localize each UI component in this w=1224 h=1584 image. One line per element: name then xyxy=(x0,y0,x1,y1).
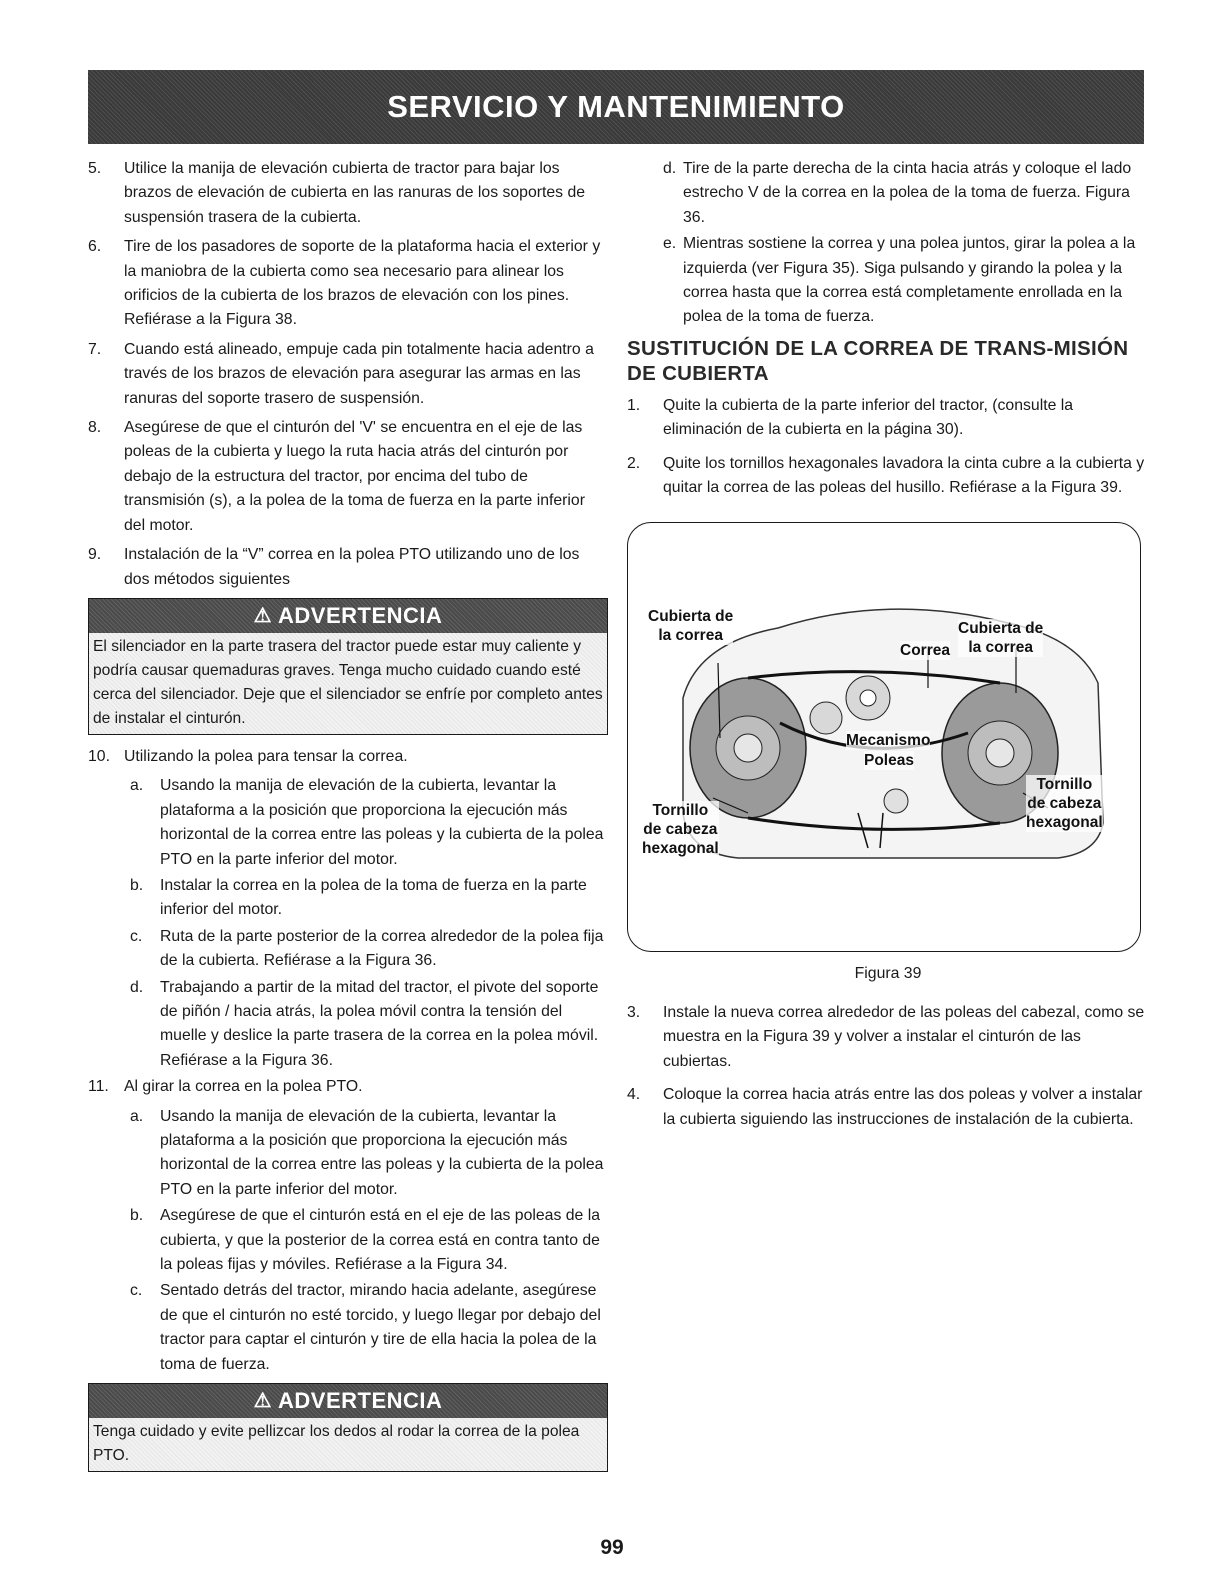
list-item xyxy=(88,745,608,769)
step-number: 4. xyxy=(627,1086,641,1104)
sub-item xyxy=(627,157,1149,230)
sub-letter: d. xyxy=(130,978,144,996)
step-number: 5. xyxy=(88,160,102,177)
step-number: 10. xyxy=(88,747,110,765)
sub-text: Usando la manija de elevación de la cubierta, levantar la plataforma a la posición que proporciona la ejecución más horizontal de la correa entre las poleas y la cubierta de la polea PTO en la parte inferior del motor. xyxy=(160,1107,604,1198)
step-number: 2. xyxy=(627,454,641,472)
label-line: hexagonal xyxy=(1026,814,1103,832)
right-spindle xyxy=(986,739,1014,767)
label-line: Cubierta de xyxy=(648,608,734,626)
warning-header xyxy=(89,1384,607,1418)
sub-text: Mientras sostiene la correa y una polea juntos, girar la polea a la izquierda (ver Figura 35). Siga pulsando y girando la polea y la correa hasta que la correa está completamente enrollada en la polea de la toma de fuerza. xyxy=(683,235,1136,326)
step-text: Tire de los pasadores de soporte de la plataforma hacia el exterior y la maniobra de la cubierta como sea necesario para alinear los orificios de la cubierta de los brazos de elevación con los pines. Refiérase a la Figura 38. xyxy=(124,238,601,329)
page-number: 99 xyxy=(600,1536,624,1559)
label-line: la correa xyxy=(968,639,1033,657)
step-text: Cuando está alineado, empuje cada pin totalmente hacia adentro a través de los brazos de elevación para asegurar las armas en las ranuras del soporte trasero de suspensión. xyxy=(124,340,594,407)
warning-header xyxy=(89,599,607,633)
left-column xyxy=(88,157,608,1482)
list-item xyxy=(627,1083,1149,1132)
header-banner xyxy=(88,70,1144,144)
list-item xyxy=(627,1001,1149,1074)
sub-letter: d. xyxy=(663,160,677,177)
label-belt: Correa xyxy=(900,642,950,660)
sub-letter: a. xyxy=(130,777,144,795)
label-line: la correa xyxy=(658,627,723,645)
warning-text: El silenciador en la parte trasera del tractor puede estar muy caliente y podría causar quemaduras graves. Tenga mucho cuidado cuando esté cerca del silenciador. Deje que el silenciador se enfríe por completo antes de instalar el cinturón. xyxy=(89,633,607,734)
label-screw-right xyxy=(1026,775,1103,832)
idler-hub-top xyxy=(860,690,876,706)
step-number: 8. xyxy=(88,419,102,437)
sub-letter: b. xyxy=(130,1207,144,1225)
sub-letter: b. xyxy=(130,876,144,894)
sub-letter: e. xyxy=(663,235,677,253)
step-number: 1. xyxy=(627,396,641,414)
step-text: Quite la cubierta de la parte inferior del tractor, (consulte la eliminación de la cubierta en la página 30). xyxy=(663,396,1074,439)
step-text: Asegúrese de que el cinturón del 'V' se encuentra en el eje de las poleas de la cubierta y luego la ruta hacia atrás del cinturón por debajo de la estructura del tractor, por encima del tubo de transmisión (s), a la polea de la toma de fuerza en la parte inferior del motor. xyxy=(124,419,585,534)
sub-text: Instalar la correa en la polea de la toma de fuerza en la parte inferior del motor. xyxy=(160,876,587,919)
step-text: Instalación de la “V” correa en la polea PTO utilizando uno de los dos métodos siguientes xyxy=(124,546,580,588)
warning-box-fingers xyxy=(88,1383,608,1472)
step-number: 11. xyxy=(88,1078,109,1096)
sub-item xyxy=(88,976,608,1074)
warning-title: ADVERTENCIA xyxy=(278,602,443,628)
warning-triangle-icon: ⚠ xyxy=(253,604,273,627)
warning-title: ADVERTENCIA xyxy=(278,1387,443,1413)
sub-item xyxy=(88,1279,608,1377)
label-belt-cover-left xyxy=(648,607,733,645)
sub-letter: c. xyxy=(130,1282,143,1300)
sub-item xyxy=(627,232,1149,330)
step-text: Coloque la correa hacia atrás entre las dos poleas y volver a instalar la cubierta siguiendo las instrucciones de instalación de la cubierta. xyxy=(663,1086,1143,1128)
page-title: SERVICIO Y MANTENIMIENTO xyxy=(387,89,845,124)
sub-item xyxy=(88,874,608,923)
step-text: Utilice la manija de elevación cubierta de tractor para bajar los brazos de elevación de cubierta en las ranuras de los soportes de suspensión trasera de la cubierta. xyxy=(124,160,586,226)
sub-text: Trabajando a partir de la mitad del tractor, el pivote del soporte de piñón / hacia atrás, la polea móvil contra la tensión del muelle y deslice la parte trasera de la correa en la polea móvil. Refiérase a la Figura 36. xyxy=(160,978,599,1069)
sub-item xyxy=(88,925,608,974)
right-column xyxy=(627,157,1149,1141)
label-screw-left xyxy=(642,801,719,858)
label-line: Tornillo xyxy=(652,802,709,820)
warning-box-muffler xyxy=(88,598,608,735)
label-line: de cabeza xyxy=(1027,795,1102,813)
sub-item xyxy=(88,1204,608,1277)
sub-letter: a. xyxy=(130,1107,144,1125)
warning-text: Tenga cuidado y evite pellizcar los dedos al rodar la correa de la polea PTO. xyxy=(89,1418,607,1471)
step-number: 3. xyxy=(627,1003,641,1021)
label-line: Tornillo xyxy=(1036,776,1093,794)
list-item xyxy=(627,394,1149,443)
idler-pulley-small xyxy=(810,702,842,734)
list-item xyxy=(627,452,1149,501)
figure-caption: Figura 39 xyxy=(854,965,922,983)
step-number: 7. xyxy=(88,340,102,358)
list-item xyxy=(88,543,608,592)
label-line: de cabeza xyxy=(643,821,718,839)
sub-item xyxy=(88,1105,608,1203)
label-line: hexagonal xyxy=(642,840,719,858)
label-belt-cover-right xyxy=(958,619,1043,657)
sub-letter: c. xyxy=(130,927,143,945)
sub-item xyxy=(88,774,608,872)
list-item xyxy=(88,1075,608,1099)
list-item xyxy=(88,416,608,538)
label-mechanism: Mecanismo xyxy=(846,732,931,750)
label-line: Cubierta de xyxy=(958,620,1044,638)
list-item xyxy=(88,157,608,230)
sub-text: Usando la manija de elevación de la cubierta, levantar la plataforma a la posición que proporciona la ejecución más horizontal de la correa entre las poleas y la cubierta de la polea PTO en la parte inferior del motor. xyxy=(160,777,604,868)
figure-39 xyxy=(627,522,1141,952)
sub-text: Sentado detrás del tractor, mirando hacia adelante, asegúrese de que el cinturón no esté torcido, y luego llegar por debajo del tractor para captar el cinturón y tire de ella hacia la polea de la toma de fuerza. xyxy=(160,1282,601,1373)
list-item xyxy=(88,338,608,411)
left-spindle xyxy=(734,734,762,762)
sub-text: Asegúrese de que el cinturón está en el eje de las poleas de la cubierta, y que la posterior de la correa está en contra tanto de la poleas fijas y móviles. Refiérase a la Figura 34. xyxy=(160,1207,600,1274)
sub-text: Ruta de la parte posterior de la correa alrededor de la polea fija de la cubierta. Refiérase a la Figura 36. xyxy=(160,927,604,970)
step-number: 6. xyxy=(88,238,102,256)
step-text: Quite los tornillos hexagonales lavadora la cinta cubre a la cubierta y quitar la correa de las poleas del husillo. Refiérase a la Figura 39. xyxy=(663,454,1145,497)
step-text: Utilizando la polea para tensar la correa. xyxy=(124,747,408,765)
sub-text: Tire de la parte derecha de la cinta hacia atrás y coloque el lado estrecho V de la correa en la polea de la toma de fuerza. Figura 36. xyxy=(683,160,1132,226)
step-text: Al girar la correa en la polea PTO. xyxy=(124,1078,363,1096)
section-title: SUSTITUCIÓN DE LA CORREA DE TRANS-MISIÓN DE CUBIERTA xyxy=(627,336,1129,385)
step-text: Instale la nueva correa alrededor de las poleas del cabezal, como se muestra en la Figura 39 y volver a instalar el cinturón de las cubiertas. xyxy=(663,1003,1145,1070)
step-number: 9. xyxy=(88,546,102,564)
idler-pulley-bottom xyxy=(884,789,908,813)
list-item xyxy=(88,235,608,333)
warning-triangle-icon: ⚠ xyxy=(253,1389,273,1412)
label-pulleys: Poleas xyxy=(864,752,914,770)
